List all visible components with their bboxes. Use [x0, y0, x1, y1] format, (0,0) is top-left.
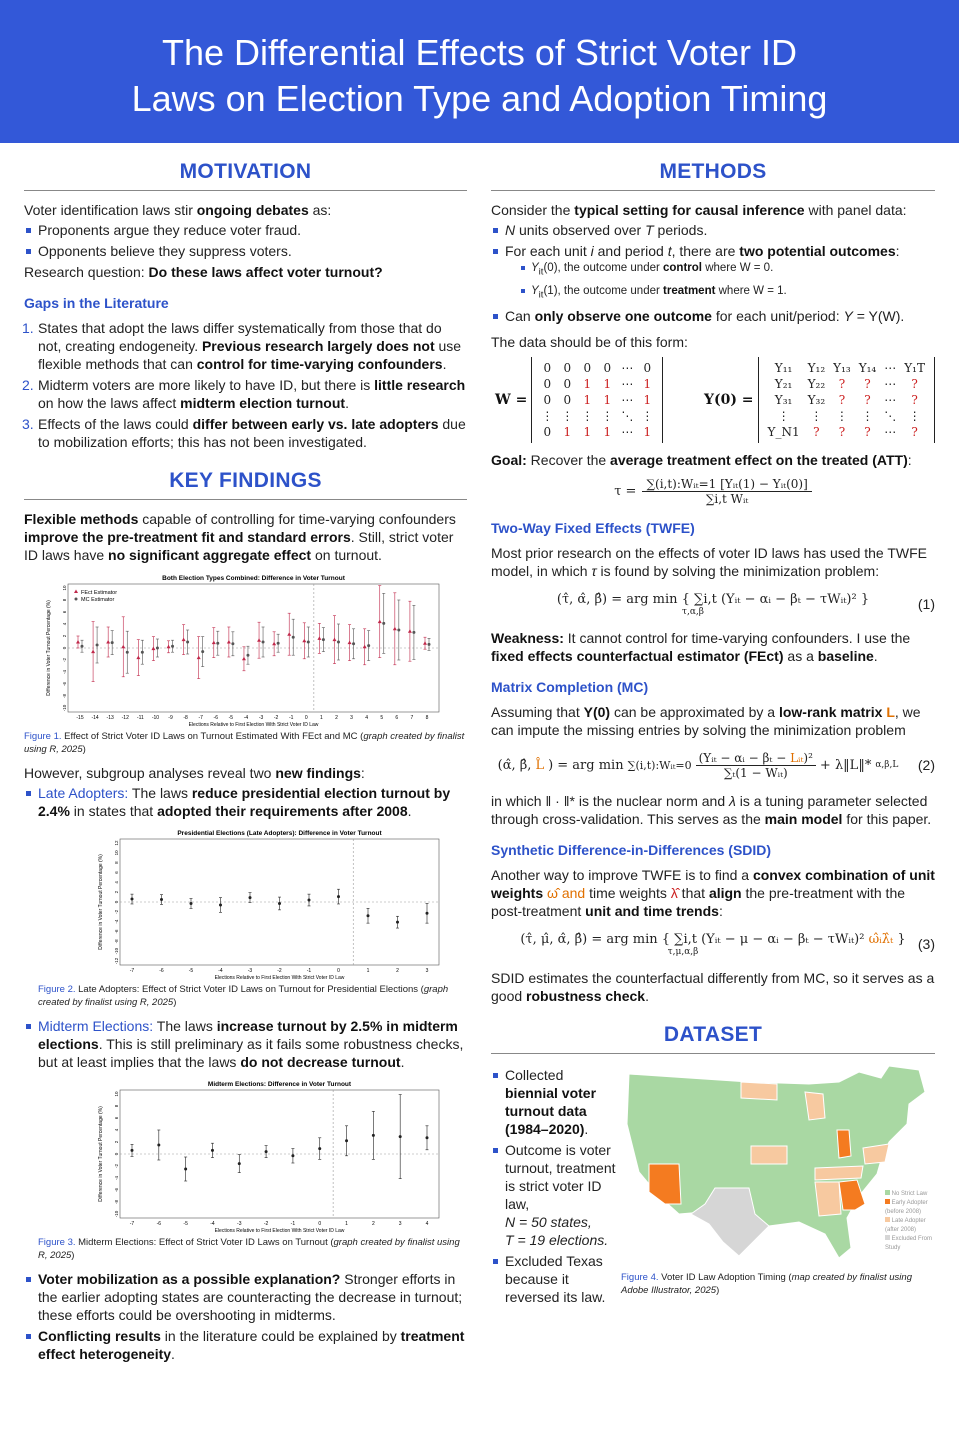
x-tick-label: -5 — [188, 968, 194, 974]
y-tick-label: -8 — [62, 693, 67, 699]
list-item: Conflicting results in the literature could be explained by treatment effect heterogeneity. — [24, 1327, 467, 1363]
x-tick-label: 2 — [396, 968, 399, 974]
virginia-late — [863, 1144, 889, 1164]
matrix-cell: 0 — [563, 360, 572, 375]
matrix-cell: ? — [813, 424, 820, 439]
x-tick-label: -1 — [306, 968, 312, 974]
left-column — [24, 160, 467, 1366]
matrix-cell: ? — [838, 392, 846, 407]
y-tick-label: -6 — [114, 1187, 119, 1193]
matrix-cell: Y₁₃ — [833, 360, 851, 375]
x-tick-label: -3 — [237, 1221, 242, 1227]
research-question: Research question: Do these laws affect voter turnout? — [24, 264, 383, 280]
att-equation: τ = ∑(i,t):Wᵢₜ=1 [Yᵢₜ(1) − Yᵢₜ(0)] ∑i,t Wᵢₜ — [491, 477, 935, 506]
y-tick-label: 2 — [114, 890, 119, 894]
motivation-intro: Voter identification laws stir ongoing debates as: — [24, 202, 332, 218]
matrix-cell: Y₁₁ — [774, 360, 793, 375]
plot-frame — [120, 1090, 439, 1218]
y-tick-label: 8 — [114, 861, 119, 864]
matrix-cell: 0 — [543, 392, 552, 407]
x-tick-label: -3 — [258, 715, 264, 721]
data-point — [262, 641, 265, 644]
equation-3: (τ̂, μ̂, α̂, β̂) = arg min { ∑i,t (Yᵢₜ − μ − αᵢ − βₜ − τWᵢₜ)² ω̂ᵢλ̂ₜ } τ,μ,α,β (3) — [520, 931, 935, 957]
x-axis-label: Elections Relative to First Election With Strict Voter ID Law — [188, 722, 319, 728]
list-item: N units observed over T periods. — [491, 221, 935, 239]
list-item: Voter mobilization as a possible explanation? Stronger efforts in the earlier adopting states are counteracting the decrease in turnout; these efforts could be overshooting in midterms. — [24, 1270, 467, 1324]
figure-1-caption: Figure 1. Effect of Strict Voter ID Laws on Turnout Estimated With FEct and MC (graph created by finalist using R, 2025) — [24, 731, 465, 755]
W-matrix-table — [531, 357, 663, 443]
data-point — [126, 651, 129, 654]
equation-1: (τ̂, α̂, β̂) = arg min { ∑i,t (Yᵢₜ − αᵢ − βₜ − τWᵢₜ)² } τ,α,β (1) — [556, 591, 935, 617]
mc-text: Assuming that Y(0) can be approximated by a low-rank matrix L, we can impute the missing entries by solving the minimization problem — [491, 703, 921, 738]
x-axis-label: Elections Relative to First Election With Strict Voter ID Law — [214, 1228, 345, 1234]
x-tick-label: 2 — [335, 715, 338, 721]
matrix-cell: ⋯ — [621, 424, 634, 439]
data-point — [428, 643, 431, 646]
data-point — [307, 641, 310, 644]
data-point — [190, 902, 193, 905]
x-tick-label: -4 — [210, 1221, 215, 1227]
x-tick-label: 4 — [425, 1221, 429, 1227]
weakness-text: Weakness: It cannot control for time-varying confounders. I use the fixed effects counterfactual estimator (FEct) as a baseline. — [491, 629, 911, 664]
figure-1-chart — [24, 568, 467, 728]
matrix-cell: ⋯ — [621, 392, 634, 407]
matrix-cell: ⋮ — [601, 408, 614, 423]
matrix-cell: Y₂₁ — [774, 376, 793, 391]
north-dakota-late — [741, 1082, 777, 1100]
x-tick-label: -3 — [247, 968, 253, 974]
matrix-cell: ⋯ — [884, 424, 897, 439]
y-tick-label: 4 — [114, 881, 119, 884]
data-point — [186, 641, 189, 644]
y-tick-label: -10 — [62, 704, 67, 712]
x-tick-label: -7 — [129, 968, 135, 974]
y-tick-label: 0 — [62, 646, 67, 650]
findings-paragraph: Flexible methods capable of controlling for time-varying confounders improve the pre-treatment fit and standard errors. Still, strict voter ID laws have no significant aggregate effect on turnout. — [24, 511, 456, 563]
matrix-cell: Y₂₂ — [807, 376, 826, 391]
matrix-cell: 0 — [563, 392, 572, 407]
x-tick-label: -11 — [136, 715, 144, 721]
list-item: Late Adopters: The laws reduce presidential election turnout by 2.4% in states that adopted their requirements after 2008. — [24, 784, 467, 820]
matrix-cell: Y₁₄ — [858, 360, 877, 375]
x-tick-label: -4 — [243, 715, 249, 721]
right-column — [491, 160, 935, 1309]
data-point — [291, 1154, 294, 1157]
matrix-cell: 0 — [543, 376, 552, 391]
y-tick-label: 4 — [114, 1128, 119, 1132]
y-tick-label: 2 — [62, 634, 67, 638]
motivation-bullets — [24, 221, 467, 260]
x-tick-label: 5 — [380, 715, 384, 721]
findings-heading: KEY FINDINGS — [24, 469, 467, 500]
data-point — [277, 642, 280, 645]
list-item: Opponents believe they suppress voters. — [24, 242, 467, 260]
y-tick-label: -2 — [114, 909, 119, 914]
data-point — [131, 898, 134, 901]
x-tick-label: 3 — [350, 715, 353, 721]
x-tick-label: -8 — [183, 715, 188, 721]
twfe-text: Most prior research on the effects of voter ID laws has used the TWFE model, in which τ is found by solving the minimization problem: — [491, 544, 928, 579]
goal-text: Goal: Recover the average treatment effect on the treated (ATT): — [491, 451, 912, 468]
y-tick-label: 6 — [114, 871, 119, 874]
arizona-early — [649, 1164, 681, 1204]
x-tick-label: -5 — [183, 1221, 188, 1227]
matrix-cell: 0 — [643, 360, 652, 375]
matrix-cell: ? — [864, 376, 871, 391]
y-tick-label: 0 — [114, 900, 119, 904]
data-point — [397, 629, 400, 632]
data-point — [96, 644, 99, 647]
x-tick-label: 8 — [425, 715, 429, 721]
x-tick-label: 3 — [398, 1221, 402, 1227]
x-tick-label: -2 — [263, 1221, 269, 1227]
matrix-cell: Y₁T — [904, 360, 925, 375]
data-point — [81, 645, 84, 648]
data-form-text: The data should be of this form: — [491, 333, 688, 350]
y-tick-label: -2 — [114, 1163, 119, 1169]
data-point — [426, 1136, 429, 1139]
y-tick-label: 2 — [114, 1140, 119, 1144]
data-point — [265, 1150, 268, 1153]
data-point — [278, 902, 281, 905]
matrix-cell: ⋮ — [861, 408, 874, 423]
map-figure — [619, 1064, 935, 1309]
x-tick-label: -1 — [290, 1221, 296, 1227]
Y-matrix-table — [758, 357, 935, 443]
matrix-cell: 1 — [643, 376, 652, 391]
x-tick-label: -14 — [91, 715, 99, 721]
data-point — [160, 898, 163, 901]
y-tick-label: -12 — [114, 957, 119, 965]
matrix-cell: 1 — [643, 424, 652, 439]
matrix-cell: 1 — [583, 424, 592, 439]
midterm-bullet — [24, 1017, 467, 1071]
data-point — [308, 899, 311, 902]
matrix-cell: 1 — [643, 392, 652, 407]
y-tick-label: -8 — [114, 939, 119, 944]
y-tick-label: 10 — [114, 850, 119, 856]
y-tick-label: 10 — [114, 1091, 119, 1097]
data-point — [337, 641, 340, 644]
data-point — [322, 638, 325, 641]
data-point — [337, 895, 340, 898]
matrix-cell: 1 — [583, 392, 592, 407]
y-tick-label: 8 — [114, 1104, 119, 1108]
data-point — [156, 647, 159, 650]
matrix-cell: ⋮ — [581, 408, 594, 423]
chart-title: Midterm Elections: Difference in Voter Turnout — [207, 1081, 352, 1088]
twfe-heading: Two-Way Fixed Effects (TWFE) — [491, 519, 695, 536]
y-tick-label: 0 — [114, 1152, 119, 1156]
matrices — [495, 357, 935, 443]
x-tick-label: -5 — [228, 715, 234, 721]
y-tick-label: -10 — [114, 1210, 119, 1218]
x-tick-label: 0 — [304, 715, 308, 721]
matrix-cell: ? — [838, 376, 846, 391]
Y-matrix: Y(0) = Y₁₁ Y₁₂ Y₁₃ Y₁₄ ⋯ Y₁T Y₂₁ Y₂₂ ? ? ⋯ ? Y₃₁ Y₃₂ ? ? ⋯ ? ⋮ ⋮ ⋮ ⋮ ⋱ ⋮ Y_N1 ? ? ? ⋯ ? — [704, 357, 935, 443]
y-tick-label: -10 — [114, 947, 119, 955]
W-matrix: W = 0 0 0 0 ⋯ 0 0 0 1 1 ⋯ 1 0 0 1 1 ⋯ 1 ⋮ ⋮ ⋮ ⋮ ⋱ ⋮ 0 1 1 1 ⋯ 1 — [495, 357, 663, 443]
matrix-cell: ⋮ — [835, 408, 848, 423]
matrix-cell: ? — [911, 392, 918, 407]
y-tick-label: 4 — [62, 622, 67, 626]
y-axis-label: Difference in Voter Turnout Percentage (%) — [98, 854, 104, 950]
x-tick-label: -12 — [121, 715, 129, 721]
data-point — [216, 642, 219, 645]
y-tick-label: -4 — [114, 1175, 119, 1181]
chart-title: Both Election Types Combined: Difference in Voter Turnout — [162, 575, 345, 582]
y-tick-label: 6 — [62, 610, 67, 614]
y-axis-label: Difference in Voter Turnout Percentage (%) — [98, 1106, 104, 1202]
wisconsin-late — [805, 1092, 825, 1120]
title-line-1: The Differential Effects of Strict Voter ID — [162, 32, 797, 73]
data-point — [201, 650, 204, 653]
dataset-bullets — [491, 1066, 619, 1309]
data-point — [412, 631, 415, 634]
y-tick-label: 6 — [114, 1116, 119, 1120]
x-tick-label: 4 — [365, 715, 369, 721]
figure-2-chart — [24, 823, 467, 981]
data-point — [318, 1147, 321, 1150]
x-tick-label: 7 — [410, 715, 414, 721]
data-point — [382, 622, 385, 625]
matrix-cell: 0 — [543, 360, 552, 375]
x-tick-label: -10 — [151, 715, 160, 721]
list-item: Midterm Elections: The laws increase turnout by 2.5% in midterm elections. This is still preliminary as it fails some robustness checks, but at least implies that the laws do not decrease turnout. — [24, 1017, 467, 1071]
matrix-cell: Y_N1 — [767, 424, 800, 439]
sdid-after-text: SDID estimates the counterfactual differently from MC, so it serves as a good robustness check. — [491, 969, 935, 1004]
x-tick-label: -15 — [76, 715, 84, 721]
data-point — [171, 645, 174, 648]
matrix-cell: ⋯ — [621, 376, 634, 391]
conclusion-bullets — [24, 1270, 467, 1363]
data-point — [184, 1168, 187, 1171]
matrix-cell: ⋯ — [884, 360, 897, 375]
x-axis-label: Elections Relative to First Election With Strict Voter ID Law — [214, 975, 345, 981]
list-item: Outcome is voter turnout, treatment is strict voter ID law, N = 50 states, T = 19 elections. — [491, 1141, 619, 1249]
mc-heading: Matrix Completion (MC) — [491, 678, 649, 695]
matrix-cell: 1 — [603, 392, 612, 407]
methods-intro: Consider the typical setting for causal inference with panel data: — [491, 202, 907, 218]
data-point — [345, 1139, 348, 1142]
data-point — [372, 1134, 375, 1137]
figure-3-caption: Figure 3. Midterm Elections: Effect of Strict Voter ID Laws on Turnout (graph created by finalist using R, 2025) — [38, 1237, 460, 1261]
title-line-2: Laws on Election Type and Adoption Timing — [131, 78, 828, 119]
x-tick-label: -2 — [277, 968, 282, 974]
legend-marker — [75, 598, 78, 601]
mississippi-alabama-late — [815, 1182, 841, 1216]
matrix-cell: ⋮ — [810, 408, 823, 423]
figure-3-chart — [24, 1074, 467, 1234]
matrix-cell: ? — [911, 376, 918, 391]
data-point — [426, 912, 429, 915]
matrix-cell: 0 — [603, 360, 612, 375]
kansas-late — [751, 1146, 787, 1164]
matrix-cell: ⋮ — [641, 408, 654, 423]
y-tick-label: -4 — [62, 669, 67, 675]
matrix-cell: ⋮ — [908, 408, 921, 423]
matrix-cell: ⋮ — [541, 408, 554, 423]
y-tick-label: -6 — [62, 681, 67, 687]
data-point — [249, 896, 252, 899]
data-point — [157, 1144, 160, 1147]
x-tick-label: 1 — [366, 968, 370, 974]
matrix-cell: ? — [911, 424, 918, 439]
matrix-cell: 1 — [603, 424, 612, 439]
data-point — [352, 642, 355, 645]
x-tick-label: -9 — [168, 715, 173, 721]
data-point — [211, 1149, 214, 1152]
chart-title: Presidential Elections (Late Adopters): Difference in Voter Turnout — [177, 830, 382, 837]
sdid-text: Another way to improve TWFE is to find a convex combination of unit weights ω̂ and time weights λ̂ that align the pre-treatment with the post-treatment unit and time trends: — [491, 866, 935, 919]
matrix-cell: ⋯ — [884, 392, 897, 407]
matrix-cell: ? — [864, 392, 871, 407]
y-tick-label: 12 — [114, 840, 119, 846]
data-point — [396, 921, 399, 924]
matrix-cell: ⋱ — [884, 408, 897, 423]
matrix-cell: ⋱ — [621, 408, 634, 423]
matrix-cell: Y₃₁ — [774, 392, 793, 407]
x-tick-label: 0 — [318, 1221, 322, 1227]
late-adopter-bullet — [24, 784, 467, 820]
matrix-cell: 1 — [603, 376, 612, 391]
gaps-heading: Gaps in the Literature — [24, 295, 169, 311]
matrix-cell: ⋯ — [884, 376, 897, 391]
data-point — [292, 636, 295, 639]
data-point — [141, 651, 144, 654]
figure-2-caption: Figure 2. Late Adopters: Effect of Strict Voter ID Laws on Turnout for Presidential Elections (graph created by finalist using R, 2025) — [38, 984, 449, 1008]
gaps-list — [24, 319, 467, 451]
matrix-cell: 1 — [563, 424, 572, 439]
legend-label: FEct Estimator — [81, 590, 118, 596]
y-tick-label: -8 — [114, 1199, 119, 1205]
matrix-cell: Y₁₂ — [807, 360, 826, 375]
x-tick-label: -2 — [273, 715, 279, 721]
x-tick-label: -13 — [106, 715, 114, 721]
x-tick-label: -7 — [198, 715, 203, 721]
mc-after-text: in which ‖ · ‖* is the nuclear norm and λ is a tuning parameter selected through cross-validation. This serves as the main model for this paper. — [491, 792, 932, 827]
matrix-cell: Y₃₂ — [807, 392, 826, 407]
data-point — [367, 644, 370, 647]
matrix-cell: ? — [864, 424, 871, 439]
y-tick-label: -2 — [62, 657, 67, 663]
matrix-cell: ⋯ — [621, 360, 634, 375]
x-tick-label: -6 — [159, 968, 164, 974]
matrix-cell: 0 — [543, 424, 552, 439]
matrix-cell: ? — [838, 424, 846, 439]
matrix-cell: ⋮ — [777, 408, 790, 423]
motivation-heading: MOTIVATION — [24, 160, 467, 191]
list-item: 3. Effects of the laws could differ between early vs. late adopters due to mobilization efforts; this has not been investigated. — [22, 416, 466, 450]
list-item: Proponents argue they reduce voter fraud. — [24, 221, 467, 239]
list-item: 1. States that adopt the laws differ systematically from those that do not, creating endogeneity. Previous research largely does not use flexible methods that can control for time-varying confounders. — [22, 320, 462, 372]
x-tick-label: -6 — [156, 1221, 162, 1227]
potential-outcomes-list — [519, 260, 935, 304]
data-point — [111, 641, 114, 644]
data-point — [246, 654, 249, 657]
x-tick-label: -4 — [218, 968, 223, 974]
data-point — [399, 1135, 402, 1138]
dataset-section — [491, 1064, 935, 1309]
x-tick-label: 1 — [345, 1221, 348, 1227]
matrix-cell: 1 — [583, 376, 592, 391]
x-tick-label: 1 — [320, 715, 323, 721]
y-tick-label: 10 — [62, 585, 67, 591]
x-tick-label: 2 — [371, 1221, 375, 1227]
x-tick-label: -7 — [129, 1221, 135, 1227]
matrix-cell: ⋮ — [561, 408, 574, 423]
data-point — [219, 903, 222, 906]
x-tick-label: -6 — [213, 715, 219, 721]
list-item: For each unit i and period t, there are two potential outcomes: $Y_{it}(0)$, the outcome under control where W = 0. $Y_{it}(1)$, the outcome under treatment where W = 1. — [491, 242, 935, 304]
y-axis-label: Difference in Voter Turnout Percentage (%) — [46, 600, 52, 696]
data-point — [367, 914, 370, 917]
list-item: Collected biennial voter turnout data (1984–2020). — [491, 1066, 619, 1138]
y-tick-label: 8 — [62, 598, 67, 602]
x-tick-label: -1 — [288, 715, 294, 721]
list-item: Excluded Texas because it reversed its law. — [491, 1252, 619, 1306]
equation-2: (α̂, β̂, L̂ ) = arg min ∑(i,t):Wᵢₜ=0 (Yᵢₜ − αᵢ − βₜ − Lᵢₜ)² ∑ₜ(1 − Wᵢₜ) + λ‖L‖* α,β,L (2) — [497, 750, 935, 780]
data-point — [238, 1162, 241, 1165]
x-tick-label: 0 — [337, 968, 340, 974]
list-item: Can only observe one outcome for each unit/period: Y = Y(W). — [491, 307, 935, 325]
list-item: $Y_{it}(0)$, the outcome under control where W = 0. — [519, 260, 935, 280]
y-tick-label: -6 — [114, 929, 119, 934]
y-tick-label: -4 — [114, 919, 119, 924]
methods-heading: METHODS — [491, 160, 935, 191]
map-legend: No Strict Law Early Adopter (before 2008) Late Adopter (after 2008) Excluded From Study — [885, 1190, 933, 1251]
figure-4-caption: Figure 4. Voter ID Law Adoption Timing (map created by finalist using Adobe Illustrator, 2025) — [621, 1271, 912, 1296]
poster-header — [0, 0, 959, 143]
legend-label: MC Estimator — [81, 597, 115, 603]
x-tick-label: 6 — [395, 715, 399, 721]
matrix-cell: 0 — [563, 376, 572, 391]
matrix-cell: 0 — [583, 360, 592, 375]
dataset-heading: DATASET — [491, 1023, 935, 1054]
indiana-early — [837, 1130, 851, 1158]
sdid-heading: Synthetic Difference-in-Differences (SDID) — [491, 841, 772, 858]
list-item: $Y_{it}(1)$, the outcome under treatment where W = 1. — [519, 283, 935, 303]
data-point — [231, 642, 234, 645]
tennessee-late — [815, 1166, 863, 1180]
methods-bullets — [491, 221, 935, 325]
subgroup-intro: However, subgroup analyses reveal two new findings: — [24, 765, 365, 781]
x-tick-label: 3 — [425, 968, 429, 974]
data-point — [131, 1149, 134, 1152]
list-item: 2. Midterm voters are more likely to have ID, but there is little research on how the laws affect midterm election turnout. — [22, 377, 466, 411]
